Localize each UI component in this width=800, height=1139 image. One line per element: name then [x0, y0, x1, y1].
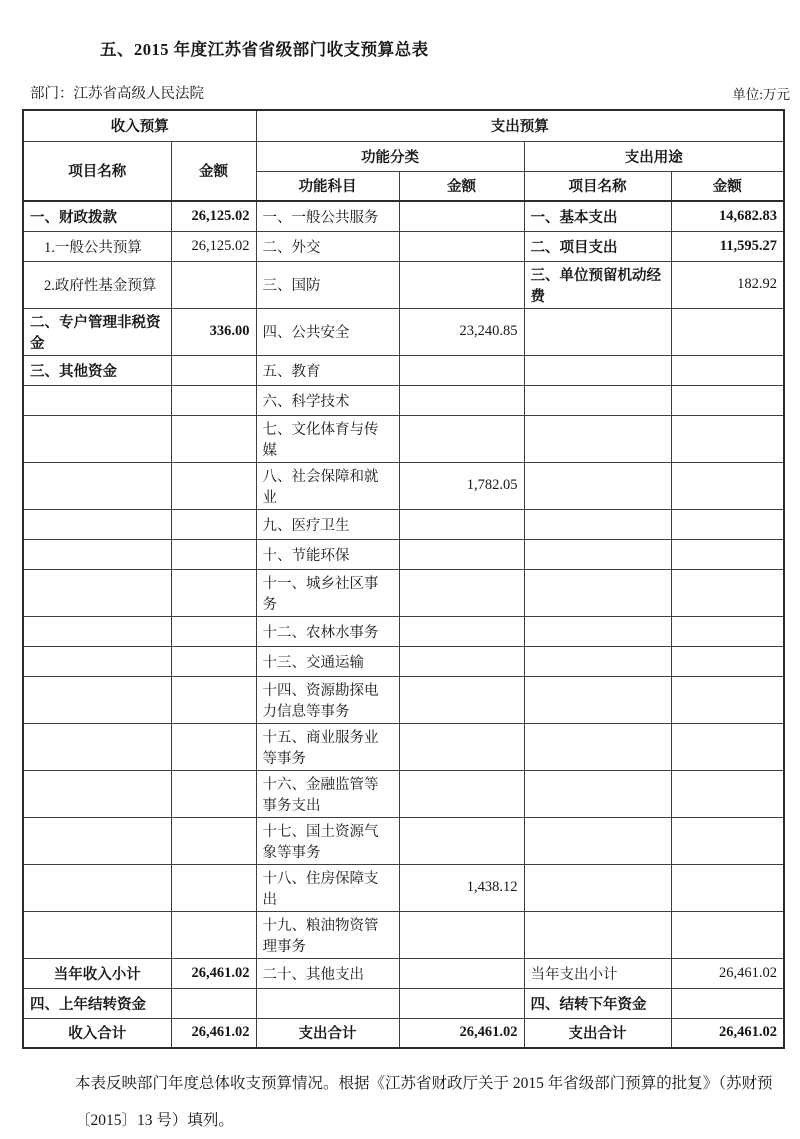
- income-item-cell: [23, 569, 171, 616]
- income-amount-cell: 26,125.02: [171, 201, 256, 231]
- income-item-cell: 2.政府性基金预算: [23, 261, 171, 308]
- purpose-item-cell: 三、单位预留机动经费: [524, 261, 671, 308]
- purpose-amount-cell: [671, 569, 784, 616]
- function-subject-cell: 十六、金融监管等事务支出: [256, 770, 399, 817]
- function-subject-cell: 七、文化体育与传媒: [256, 415, 399, 462]
- table-row: [23, 462, 784, 509]
- table-row: [23, 415, 784, 462]
- purpose-amount-cell: [671, 864, 784, 911]
- table-row: [23, 201, 784, 231]
- purpose-item-cell: [524, 676, 671, 723]
- table-row: [23, 817, 784, 864]
- purpose-amount-cell: [671, 539, 784, 569]
- table-row: [23, 676, 784, 723]
- table-row: [23, 616, 784, 646]
- function-subject-cell: 八、社会保障和就业: [256, 462, 399, 509]
- income-item-cell: [23, 539, 171, 569]
- purpose-amount-cell: [671, 988, 784, 1018]
- purpose-item-cell: [524, 616, 671, 646]
- function-amount-cell: [399, 646, 524, 676]
- income-item-cell: 三、其他资金: [23, 355, 171, 385]
- income-amount-cell: [171, 415, 256, 462]
- income-item-cell: 四、上年结转资金: [23, 988, 171, 1018]
- function-amount-cell: 1,782.05: [399, 462, 524, 509]
- function-subject-cell: 支出合计: [256, 1018, 399, 1048]
- table-row: [23, 864, 784, 911]
- purpose-item-cell: 当年支出小计: [524, 958, 671, 988]
- function-amount-cell: [399, 988, 524, 1018]
- function-amount-cell: [399, 817, 524, 864]
- function-amount-cell: [399, 355, 524, 385]
- header-row-2: [23, 141, 784, 171]
- function-amount-cell: [399, 616, 524, 646]
- purpose-item-cell: [524, 770, 671, 817]
- income-amount-cell: [171, 616, 256, 646]
- purpose-item-cell: 一、基本支出: [524, 201, 671, 231]
- purpose-amount-cell: [671, 355, 784, 385]
- function-amount-cell: [399, 676, 524, 723]
- table-row: [23, 308, 784, 355]
- function-subject-cell: 十五、商业服务业等事务: [256, 723, 399, 770]
- use-item-name-header: 项目名称: [524, 171, 671, 201]
- purpose-amount-cell: [671, 462, 784, 509]
- purpose-item-cell: 支出合计: [524, 1018, 671, 1048]
- income-amount-cell: 26,461.02: [171, 1018, 256, 1048]
- purpose-item-cell: [524, 817, 671, 864]
- function-subject-cell: 十一、城乡社区事务: [256, 569, 399, 616]
- function-subject-cell: 十三、交通运输: [256, 646, 399, 676]
- unit-label: 单位:万元: [732, 87, 790, 102]
- income-item-cell: 收入合计: [23, 1018, 171, 1048]
- page-title: 五、2015 年度江苏省省级部门收支预算总表: [100, 40, 429, 59]
- purpose-item-cell: 二、项目支出: [524, 231, 671, 261]
- function-amount-cell: [399, 415, 524, 462]
- income-amount-cell: 26,461.02: [171, 958, 256, 988]
- income-amount-cell: [171, 988, 256, 1018]
- function-subject-cell: 一、一般公共服务: [256, 201, 399, 231]
- purpose-item-cell: [524, 569, 671, 616]
- income-amount-cell: [171, 770, 256, 817]
- use-amount-header: 金额: [671, 171, 784, 201]
- function-subject-cell: [256, 988, 399, 1018]
- purpose-amount-cell: [671, 676, 784, 723]
- income-amount-cell: [171, 539, 256, 569]
- function-amount-cell: [399, 385, 524, 415]
- purpose-item-cell: [524, 385, 671, 415]
- function-subject-cell: 十九、粮油物资管理事务: [256, 911, 399, 958]
- income-amount-cell: [171, 864, 256, 911]
- purpose-item-cell: [524, 415, 671, 462]
- purpose-amount-cell: 11,595.27: [671, 231, 784, 261]
- income-item-cell: [23, 676, 171, 723]
- income-item-name-header: 项目名称: [23, 141, 171, 201]
- department-label: 部门：江苏省高级人民法院: [30, 86, 204, 102]
- purpose-amount-cell: [671, 770, 784, 817]
- income-item-cell: [23, 723, 171, 770]
- function-subject-cell: 五、教育: [256, 355, 399, 385]
- income-item-cell: 二、专户管理非税资金: [23, 308, 171, 355]
- purpose-amount-cell: [671, 415, 784, 462]
- purpose-item-cell: [524, 308, 671, 355]
- purpose-amount-cell: [671, 817, 784, 864]
- purpose-item-cell: [524, 509, 671, 539]
- income-amount-cell: [171, 911, 256, 958]
- income-amount-cell: [171, 261, 256, 308]
- income-item-cell: [23, 415, 171, 462]
- function-subject-cell: 四、公共安全: [256, 308, 399, 355]
- purpose-item-cell: [524, 355, 671, 385]
- function-amount-cell: 26,461.02: [399, 1018, 524, 1048]
- function-amount-cell: 23,240.85: [399, 308, 524, 355]
- purpose-amount-cell: [671, 509, 784, 539]
- purpose-amount-cell: [671, 385, 784, 415]
- function-subject-cell: 三、国防: [256, 261, 399, 308]
- function-amount-cell: [399, 201, 524, 231]
- function-amount-cell: [399, 509, 524, 539]
- purpose-amount-cell: [671, 723, 784, 770]
- income-item-cell: [23, 385, 171, 415]
- purpose-item-cell: [524, 723, 671, 770]
- income-amount-cell: 26,125.02: [171, 231, 256, 261]
- income-item-cell: [23, 770, 171, 817]
- income-item-cell: 当年收入小计: [23, 958, 171, 988]
- income-item-cell: [23, 817, 171, 864]
- income-amount-cell: [171, 509, 256, 539]
- footnote: 本表反映部门年度总体收支预算情况。根据《江苏省财政厅关于 2015 年省级部门预算的批复》（苏财预〔2015〕13 号）填列。: [75, 1075, 773, 1130]
- income-amount-cell: [171, 355, 256, 385]
- income-amount-cell: [171, 569, 256, 616]
- table-row: [23, 911, 784, 958]
- income-item-cell: 1.一般公共预算: [23, 231, 171, 261]
- income-item-cell: [23, 911, 171, 958]
- purpose-item-cell: [524, 911, 671, 958]
- purpose-amount-cell: [671, 308, 784, 355]
- income-item-cell: [23, 616, 171, 646]
- table-row: [23, 569, 784, 616]
- purpose-item-cell: [524, 539, 671, 569]
- budget-table-body: [23, 201, 784, 1048]
- function-subject-cell: 二十、其他支出: [256, 958, 399, 988]
- income-amount-cell: 336.00: [171, 308, 256, 355]
- purpose-item-cell: 四、结转下年资金: [524, 988, 671, 1018]
- purpose-amount-cell: [671, 911, 784, 958]
- table-row: [23, 988, 784, 1018]
- income-amount-cell: [171, 646, 256, 676]
- function-amount-cell: [399, 539, 524, 569]
- income-amount-cell: [171, 723, 256, 770]
- income-amount-cell: [171, 676, 256, 723]
- purpose-amount-cell: 26,461.02: [671, 958, 784, 988]
- function-amount-cell: [399, 231, 524, 261]
- function-subject-cell: 六、科学技术: [256, 385, 399, 415]
- table-row: [23, 509, 784, 539]
- function-amount-header: 金额: [399, 171, 524, 201]
- purpose-amount-cell: [671, 646, 784, 676]
- table-row: [23, 958, 784, 988]
- function-subject-cell: 十四、资源勘探电力信息等事务: [256, 676, 399, 723]
- function-amount-cell: [399, 770, 524, 817]
- function-subject-cell: 二、外交: [256, 231, 399, 261]
- purpose-amount-cell: 26,461.02: [671, 1018, 784, 1048]
- income-amount-cell: [171, 817, 256, 864]
- expenditure-use-header: 支出用途: [524, 141, 784, 171]
- table-row: [23, 231, 784, 261]
- function-amount-cell: [399, 569, 524, 616]
- function-amount-cell: [399, 958, 524, 988]
- purpose-amount-cell: 182.92: [671, 261, 784, 308]
- function-subject-cell: 十八、住房保障支出: [256, 864, 399, 911]
- income-item-cell: 一、财政拨款: [23, 201, 171, 231]
- function-amount-cell: [399, 723, 524, 770]
- income-amount-cell: [171, 385, 256, 415]
- function-subject-cell: 十七、国土资源气象等事务: [256, 817, 399, 864]
- income-amount-cell: [171, 462, 256, 509]
- table-row: [23, 646, 784, 676]
- function-class-header: 功能分类: [256, 141, 524, 171]
- budget-table-head: [23, 110, 784, 201]
- meta-row: [30, 82, 790, 103]
- header-row-1: [23, 110, 784, 141]
- income-item-cell: [23, 462, 171, 509]
- budget-table: [22, 109, 785, 1049]
- expenditure-budget-header: 支出预算: [256, 110, 784, 141]
- table-row: [23, 385, 784, 415]
- income-item-cell: [23, 509, 171, 539]
- purpose-item-cell: [524, 864, 671, 911]
- purpose-item-cell: [524, 646, 671, 676]
- function-amount-cell: [399, 911, 524, 958]
- table-row: [23, 539, 784, 569]
- function-subject-cell: 十、节能环保: [256, 539, 399, 569]
- purpose-amount-cell: [671, 616, 784, 646]
- function-amount-cell: [399, 261, 524, 308]
- purpose-item-cell: [524, 462, 671, 509]
- income-item-cell: [23, 864, 171, 911]
- income-amount-header: 金额: [171, 141, 256, 201]
- income-budget-header: 收入预算: [23, 110, 256, 141]
- table-row: [23, 770, 784, 817]
- function-amount-cell: 1,438.12: [399, 864, 524, 911]
- function-subject-header: 功能科目: [256, 171, 399, 201]
- function-subject-cell: 十二、农林水事务: [256, 616, 399, 646]
- table-row: [23, 723, 784, 770]
- table-row: [23, 355, 784, 385]
- table-row: [23, 1018, 784, 1048]
- income-item-cell: [23, 646, 171, 676]
- function-subject-cell: 九、医疗卫生: [256, 509, 399, 539]
- table-row: [23, 261, 784, 308]
- purpose-amount-cell: 14,682.83: [671, 201, 784, 231]
